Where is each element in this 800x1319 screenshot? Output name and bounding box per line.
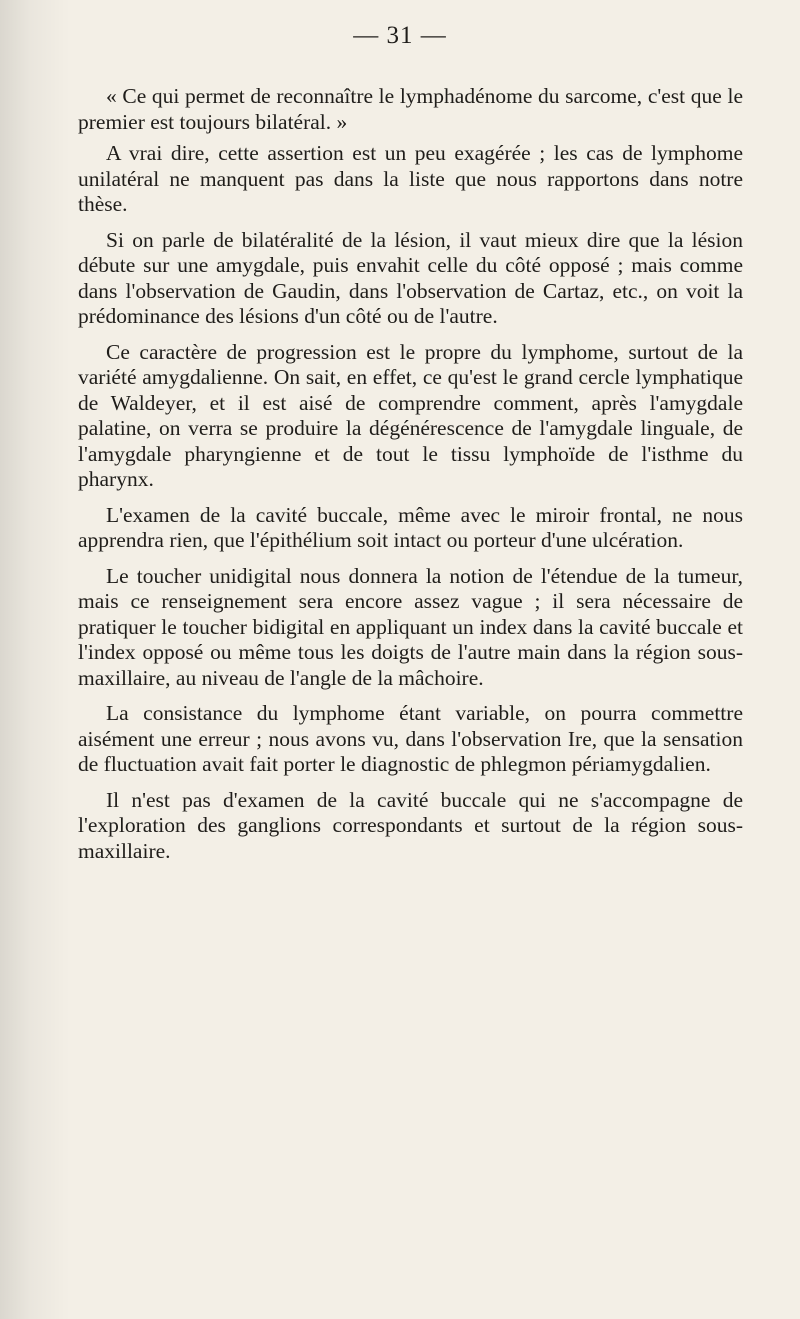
- paragraph-assertion: A vrai dire, cette assertion est un peu exagérée ; les cas de lymphome unilatéral ne manquent pas dans la liste que nous rapportons dans notre thèse.: [78, 141, 743, 216]
- paragraph-bilaterality: Si on parle de bilatéralité de la lésion, il vaut mieux dire que la lésion débute sur une amygdale, puis envahit celle du côté opposé ; mais comme dans l'observation de Gaudin, dans l'observation de Cartaz, etc., on voit la prédominance des lésions d'un côté ou de l'autre.: [78, 227, 743, 328]
- page-number: — 31 —: [353, 22, 447, 49]
- paragraph-examination: L'examen de la cavité buccale, même avec le miroir frontal, ne nous apprendra rien, que l'épithélium soit intact ou porteur d'une ulcération.: [78, 502, 743, 552]
- paragraph-consistency: La consistance du lymphome étant variable, on pourra commettre aisément une erreur ; nous avons vu, dans l'observation Ire, que la sensation de fluctuation avait fait porter le diagnostic de phlegmon périamygdalien.: [78, 701, 743, 776]
- paragraph-quote: « Ce qui permet de reconnaître le lymphadénome du sarcome, c'est que le premier est toujours bilatéral. »: [78, 84, 743, 134]
- paragraph-ganglia: Il n'est pas d'examen de la cavité buccale qui ne s'accompagne de l'exploration des ganglions correspondants et surtout de la région sous-maxillaire.: [78, 787, 743, 863]
- body-text: [78, 84, 743, 874]
- paragraph-progression: Ce caractère de progression est le propre du lymphome, surtout de la variété amygdalienne. On sait, en effet, ce qu'est le grand cercle lymphatique de Waldeyer, et il est aisé de comprendre comment, après l'amygdale palatine, on verra se produire la dégénérescence de l'amygdale linguale, de l'amygdale pharyngienne et de tout le tissu lymphoïde de l'isthme du pharynx.: [78, 339, 743, 491]
- paragraph-palpation: Le toucher unidigital nous donnera la notion de l'étendue de la tumeur, mais ce renseignement sera encore assez vague ; il sera nécessaire de pratiquer le toucher bidigital en appliquant un index dans la cavité buccale et l'index opposé ou même tous les doigts de l'autre main dans la région sous-maxillaire, au niveau de l'angle de la mâchoire.: [78, 563, 743, 690]
